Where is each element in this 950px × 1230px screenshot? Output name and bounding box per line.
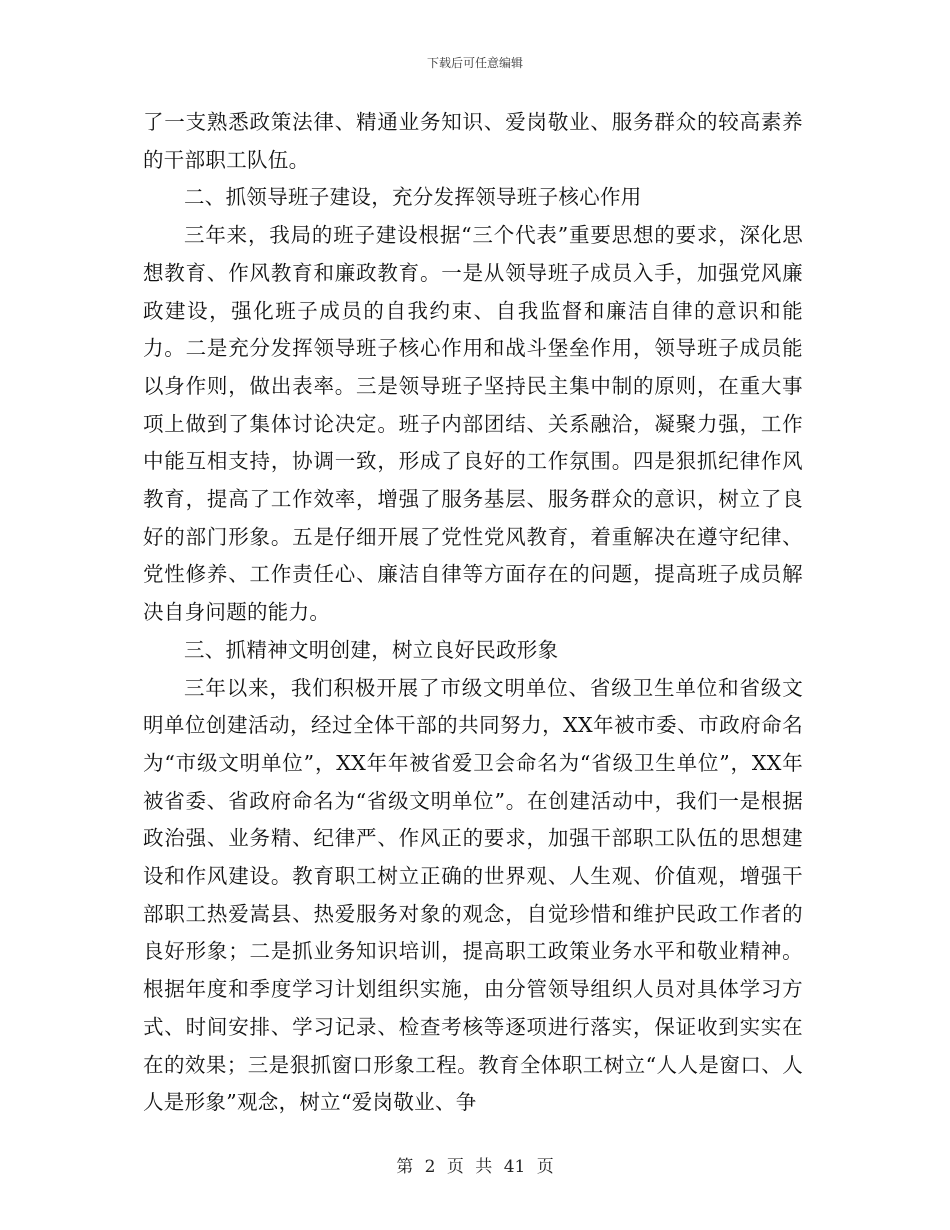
section-heading-2: 二、抓领导班子建设，充分发挥领导班子核心作用 <box>184 185 642 210</box>
paragraph-continuation: 了一支熟悉政策法律、精通业务知识、爱岗敬业、服务群众的较高素养的干部职工队伍。 <box>143 110 803 172</box>
page-footer: 第 2 页 共 41 页 <box>396 1157 554 1177</box>
paragraph-leadership: 三年来，我局的班子建设根据“三个代表”重要思想的要求，深化思想教育、作风教育和廉政教育。一是从领导班子成员入手，加强党风廉政建设，强化班子成员的自我约束、自我监督和廉洁自律的意识和能力。二是充分发挥领导班子核心作用和战斗堡垒作用，领导班子成员能以身作则，做出表率。三是领导班子坚持民主集中制的原则，在重大事项上做到了集体讨论决定。班子内部团结、关系融洽，凝聚力强，工作中能互相支持，协调一致，形成了良好的工作氛围。四是狠抓纪律作风教育，提高了工作效率，增强了服务基层、服务群众的意识，树立了良好的部门形象。五是仔细开展了党性党风教育，着重解决在遵守纪律、党性修养、工作责任心、廉洁自律等方面存在的问题，提高班子成员解决自身问题的能力。 <box>143 223 803 625</box>
section-heading-3: 三、抓精神文明创建，树立良好民政形象 <box>184 637 559 662</box>
paragraph-civilization: 三年以来，我们积极开展了市级文明单位、省级卫生单位和省级文明单位创建活动，经过全体干部的共同努力，XX年被市委、市政府命名为“市级文明单位”，XX年年被省爱卫会命名为“省级卫生单位”，XX年被省委、省政府命名为“省级文明单位”。在创建活动中，我们一是根据政治强、业务精、纪律严、作风正的要求，加强干部职工队伍的思想建设和作风建设。教育职工树立正确的世界观、人生观、价值观，增强干部职工热爱嵩县、热爱服务对象的观念，自觉珍惜和维护民政工作者的良好形象；二是抓业务知识培训，提高职工政策业务水平和敬业精神。根据年度和季度学习计划组织实施，由分管领导组织人员对具体学习方式、时间安排、学习记录、检查考核等逐项进行落实，保证收到实实在在的效果；三是狠抓窗口形象工程。教育全体职工树立“人人是窗口、人人是形象”观念，树立“爱岗敬业、争 <box>143 675 803 1115</box>
page-header: 下载后可任意编辑 <box>426 56 523 70</box>
document-body <box>143 104 803 1122</box>
